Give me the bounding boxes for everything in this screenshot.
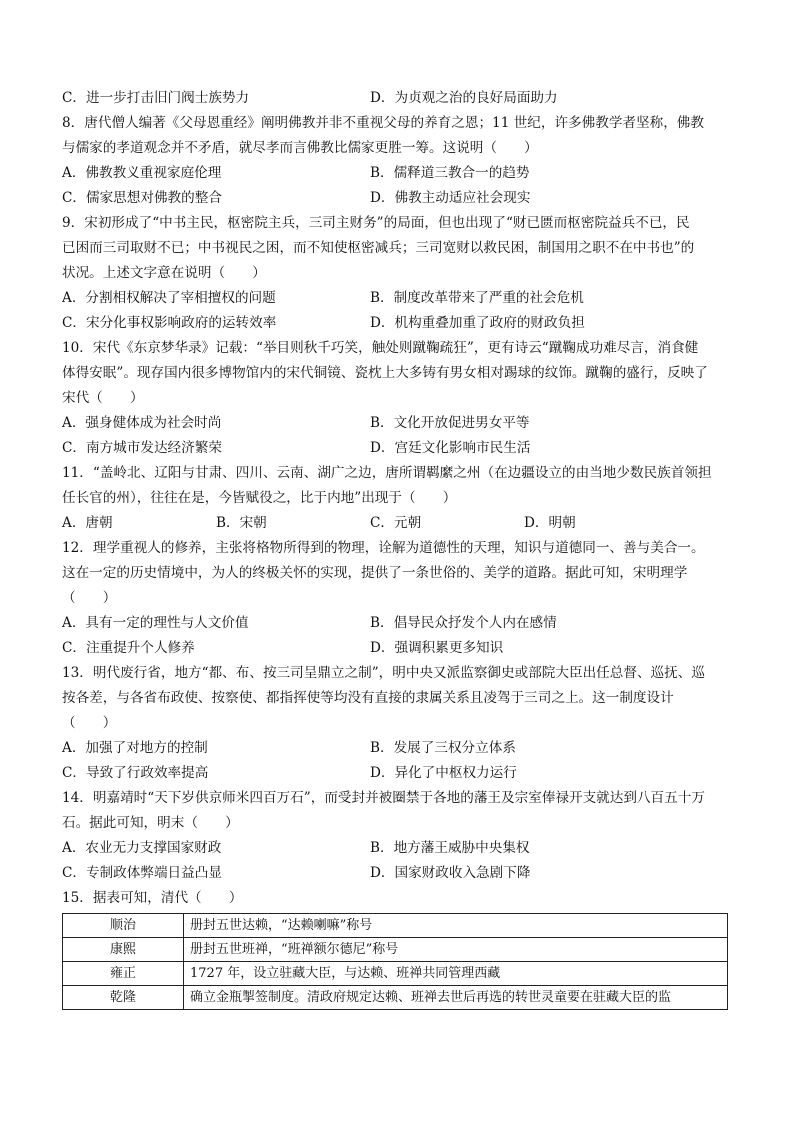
question-14 <box>62 786 732 886</box>
q10-options-ab <box>62 411 732 436</box>
q12-stem-line3: （ ） <box>62 590 117 606</box>
q10-options-cd <box>62 436 732 461</box>
question-15 <box>62 886 732 1010</box>
q8-option-a[interactable]: A．佛教教义重视家庭伦理 <box>62 165 222 181</box>
question-8 <box>62 111 732 211</box>
q7-option-c[interactable]: C．进一步打击旧门阀士族势力 <box>62 90 250 106</box>
table-cell-emperor: 乾隆 <box>63 986 184 1010</box>
q12-stem-line1: 12．理学重视人的修养，主张将格物所得到的物理，诠解为道德性的天理，知识与道德同一、善与美合一。 <box>62 540 705 556</box>
q10-option-c[interactable]: C．南方城市发达经济繁荣 <box>62 440 222 456</box>
q15-stem: 15．据表可知，清代（ ） <box>62 890 243 906</box>
q9-option-b[interactable]: B．制度改革带来了严重的社会危机 <box>370 290 584 306</box>
q8-options-cd <box>62 186 732 211</box>
q12-option-c[interactable]: C．注重提升个人修养 <box>62 640 195 656</box>
q13-options-cd <box>62 761 732 786</box>
q15-table <box>62 913 728 1010</box>
q14-stem-line1: 14．明嘉靖时“天下岁供京师米四百万石”，而受封并被圈禁于各地的藩王及宗室俸禄开支就达到八百五十万 <box>62 790 705 806</box>
q10-option-b[interactable]: B．文化开放促进男女平等 <box>370 415 530 431</box>
q13-option-b[interactable]: B．发展了三权分立体系 <box>370 740 516 756</box>
question-13 <box>62 661 732 786</box>
q13-option-a[interactable]: A．加强了对地方的控制 <box>62 740 208 756</box>
q9-option-d[interactable]: D．机构重叠加重了政府的财政负担 <box>370 315 585 331</box>
table-cell-event: 册封五世班禅，“班禅额尔德尼”称号 <box>184 938 728 962</box>
q8-option-d[interactable]: D．佛教主动适应社会现实 <box>370 190 531 206</box>
table-cell-emperor: 雍正 <box>63 962 184 986</box>
q11-option-a[interactable]: A．唐朝 <box>62 515 113 531</box>
q14-options-cd <box>62 861 732 886</box>
q13-option-d[interactable]: D．异化了中枢权力运行 <box>370 765 517 781</box>
q11-option-d[interactable]: D．明朝 <box>524 515 576 531</box>
q12-option-a[interactable]: A．具有一定的理性与人文价值 <box>62 615 249 631</box>
question-9 <box>62 211 732 336</box>
q14-option-b[interactable]: B．地方藩王威胁中央集权 <box>370 840 530 856</box>
q13-stem-line1: 13．明代废行省，地方“都、布、按三司呈鼎立之制”，明中央又派监察御史或部院大臣出任总督、巡抚、巡 <box>62 665 705 681</box>
q9-options-ab <box>62 286 732 311</box>
table-cell-emperor: 康熙 <box>63 938 184 962</box>
q11-stem-line2: 任长官的州），往往在是，今皆赋役之，比于内地”出现于（ ） <box>62 490 457 506</box>
q9-options-cd <box>62 311 732 336</box>
q12-options-ab <box>62 611 732 636</box>
table-cell-emperor: 顺治 <box>63 914 184 938</box>
q7-options-cd <box>62 86 732 111</box>
q13-stem-line3: （ ） <box>62 715 117 731</box>
q8-options-ab <box>62 161 732 186</box>
q8-stem-line1: 8．唐代僧人编著《父母恩重经》阐明佛教并非不重视父母的养育之恩；11 世纪，许多佛教学者坚称，佛教 <box>62 115 704 131</box>
q7-option-d[interactable]: D．为贞观之治的良好局面助力 <box>370 90 558 106</box>
q14-stem-line2: 石。据此可知，明末（ ） <box>62 815 239 831</box>
q10-stem-line2: 体得安眠”。现存国内很多博物馆内的宋代铜镜、瓷枕上大多铸有男女相对踢球的纹饰。蹴鞠的盛行，反映了 <box>62 365 708 381</box>
q13-options-ab <box>62 736 732 761</box>
q12-option-d[interactable]: D．强调积累更多知识 <box>370 640 504 656</box>
q10-stem-line3: 宋代（ ） <box>62 390 144 406</box>
q13-stem-line2: 按各差，与各省布政使、按察使、都指挥使等均没有直接的隶属关系且凌驾于三司之上。这一制度设计 <box>62 690 674 706</box>
question-12 <box>62 536 732 661</box>
q8-option-c[interactable]: C．儒家思想对佛教的整合 <box>62 190 222 206</box>
q9-option-c[interactable]: C．宋分化事权影响政府的运转效率 <box>62 315 277 331</box>
q9-option-a[interactable]: A．分割相权解决了宰相擅权的问题 <box>62 290 276 306</box>
table-cell-event: 册封五世达赖，“达赖喇嘛”称号 <box>184 914 728 938</box>
q10-stem-line1: 10．宋代《东京梦华录》记载：“举目则秋千巧笑，触处则蹴鞠疏狂”，更有诗云“蹴鞠成功难尽言，消食健 <box>62 340 699 356</box>
q12-stem-line2: 这在一定的历史情境中，为人的终极关怀的实现，提供了一条世俗的、美学的道路。据此可知，宋明理学 <box>62 565 688 581</box>
q12-option-b[interactable]: B．倡导民众抒发个人内在感情 <box>370 615 557 631</box>
table-cell-event: 1727 年，设立驻藏大臣，与达赖、班禅共同管理西藏 <box>184 962 728 986</box>
table-row <box>63 962 728 986</box>
q14-option-c[interactable]: C．专制政体弊端日益凸显 <box>62 865 222 881</box>
q8-option-b[interactable]: B．儒释道三教合一的趋势 <box>370 165 530 181</box>
q14-option-a[interactable]: A．农业无力支撑国家财政 <box>62 840 222 856</box>
table-row <box>63 986 728 1010</box>
q13-option-c[interactable]: C．导致了行政效率提高 <box>62 765 209 781</box>
q9-stem-line1: 9．宋初形成了“中书主民，枢密院主兵，三司主财务”的局面，但也出现了“财已匮而枢密院益兵不已，民 <box>62 215 690 231</box>
q11-options <box>62 511 732 536</box>
q11-option-b[interactable]: B．宋朝 <box>216 515 267 531</box>
exam-page <box>62 86 732 1010</box>
q9-stem-line2: 已困而三司取财不已；中书视民之困，而不知使枢密减兵；三司宽财以救民困，制国用之职不在中书也”的 <box>62 240 695 256</box>
q11-stem-line1: 11．“盖岭北、辽阳与甘肃、四川、云南、湖广之边，唐所谓羁縻之州（在边疆设立的由当地少数民族首领担 <box>62 465 712 481</box>
q14-option-d[interactable]: D．国家财政收入急剧下降 <box>370 865 531 881</box>
q12-options-cd <box>62 636 732 661</box>
table-row <box>63 938 728 962</box>
table-cell-event: 确立金瓶掣签制度。清政府规定达赖、班禅去世后再选的转世灵童要在驻藏大臣的监 <box>184 986 728 1010</box>
q14-options-ab <box>62 836 732 861</box>
q8-stem-line2: 与儒家的孝道观念并不矛盾，就尽孝而言佛教比儒家更胜一筹。这说明（ ） <box>62 140 538 156</box>
question-10 <box>62 336 732 461</box>
q10-option-a[interactable]: A．强身健体成为社会时尚 <box>62 415 222 431</box>
q10-option-d[interactable]: D．宫廷文化影响市民生活 <box>370 440 531 456</box>
table-row <box>63 914 728 938</box>
question-11 <box>62 461 732 536</box>
q9-stem-line3: 状况。上述文字意在说明（ ） <box>62 265 266 281</box>
q11-option-c[interactable]: C．元朝 <box>370 515 422 531</box>
